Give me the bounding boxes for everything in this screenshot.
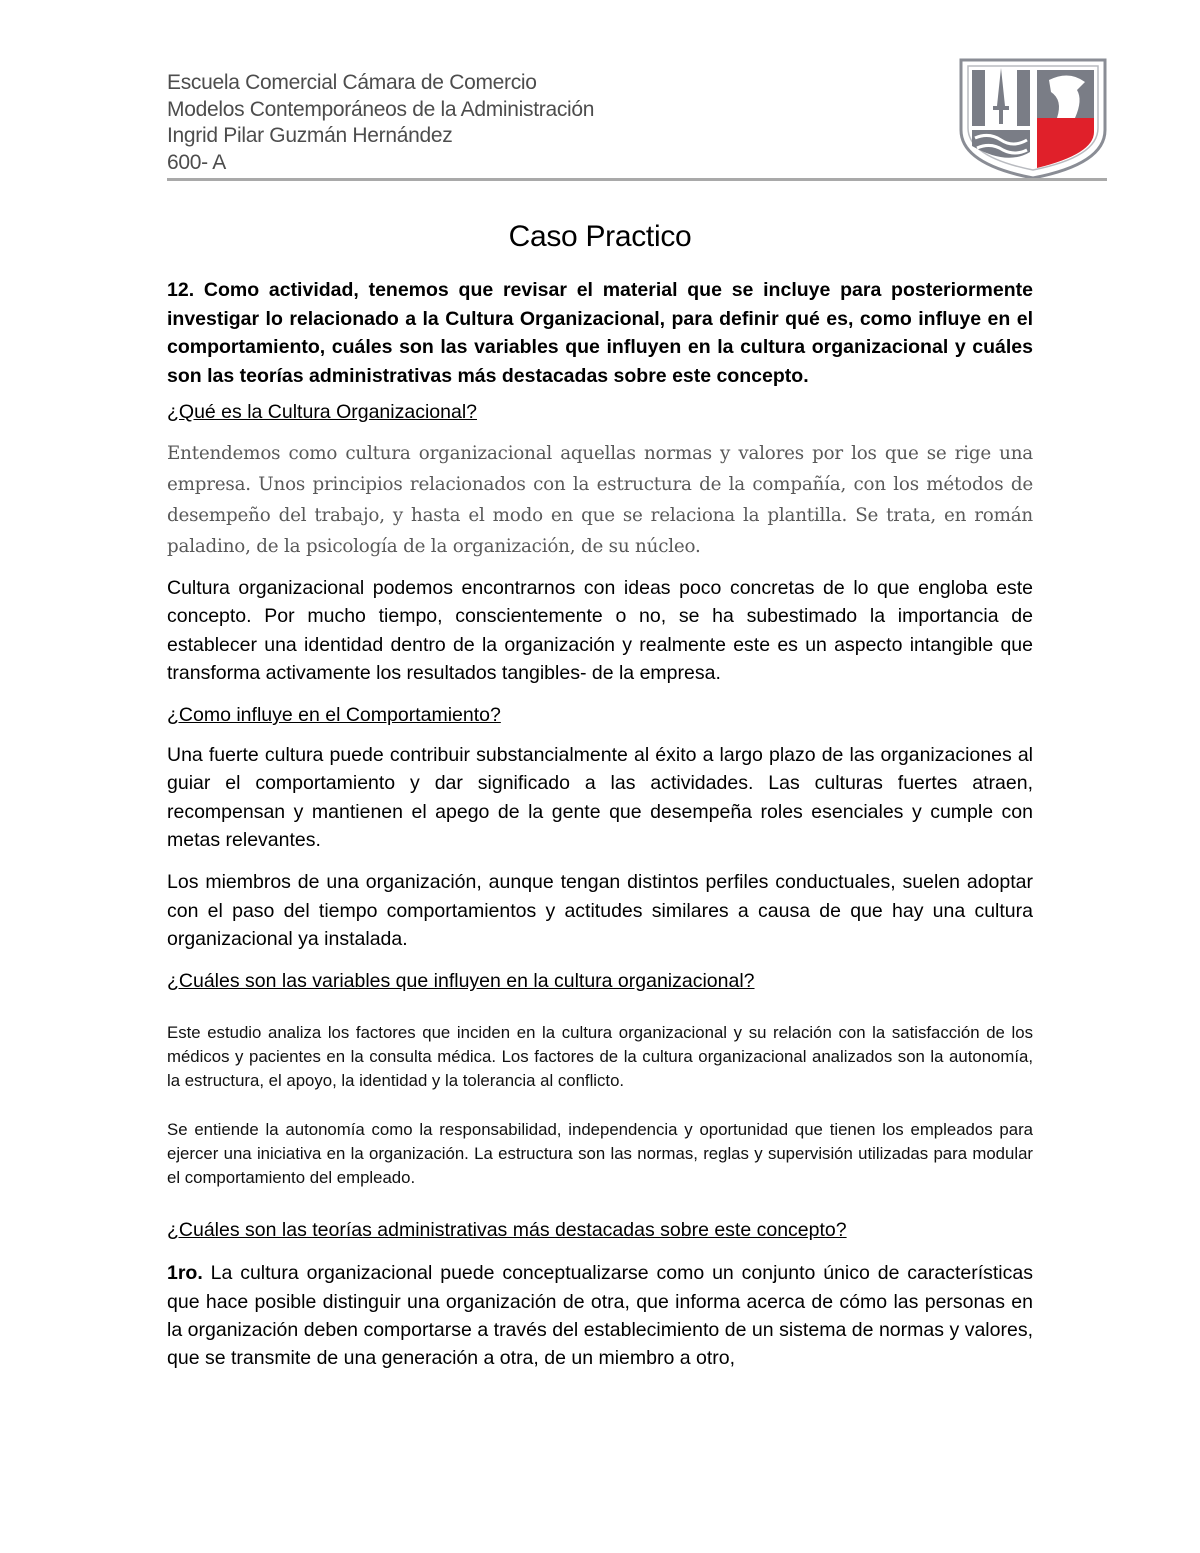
body-paragraph: 1ro. La cultura organizacional puede conceptualizarse como un conjunto único de características que hace posible distinguir una organización de otra, que informa acerca de cómo las personas en la organización deben comportarse a través del establecimiento de un sistema de normas y valores, que se transmite de una generación a otra, de un miembro a otro,: [167, 1262, 1033, 1370]
question-heading: ¿Como influye en el Comportamiento?: [167, 704, 501, 727]
document-header: [167, 70, 1107, 182]
body-paragraph: Los miembros de una organización, aunque tengan distintos perfiles conductuales, suelen adoptar con el paso del tiempo comportamientos y actitudes similares a causa de que hay una cultura organizacional ya instalada.: [167, 871, 1033, 950]
body-paragraph: Cultura organizacional podemos encontrarnos con ideas poco concretas de lo que engloba este concepto. Por mucho tiempo, conscientemente o no, se ha subestimado la importancia de establecer una identidad dentro de la organización y realmente este es un aspecto intangible que transforma activamente los resultados tangibles- de la empresa.: [167, 577, 1033, 684]
question-heading: ¿Qué es la Cultura Organizacional?: [167, 401, 477, 423]
body-paragraph: Entendemos como cultura organizacional aquellas normas y valores por los que se rige una empresa. Unos principios relacionados con la estructura de la compañía, con los métodos de desempeño del trabajo, y hasta el modo en que se relaciona la plantilla. Se trata, en román paladino, de la psicología de la organización, de su núcleo.: [167, 443, 1033, 557]
intro-text: Como actividad, tenemos que revisar el material que se incluye para posteriormente investigar lo relacionado a la Cultura Organizacional, para definir qué es, como influye en el comportamiento, cuáles son las variables que influyen en la cultura organizacional y cuáles son las teorías administrativas más destacadas sobre este concepto.: [167, 279, 1033, 387]
intro-paragraph: [167, 276, 1033, 390]
header-text: [167, 70, 594, 176]
student-name: Ingrid Pilar Guzmán Hernández: [167, 124, 453, 147]
question-heading: ¿Cuáles son las variables que influyen en la cultura organizacional?: [167, 970, 755, 993]
body-paragraph: Este estudio analiza los factores que inciden en la cultura organizacional y su relación con la satisfacción de los médicos y pacientes en la consulta médica. Los factores de la cultura organizacional analizados son la autonomía, la estructura, el apoyo, la identidad y la tolerancia al conflicto.: [167, 1023, 1033, 1091]
numbered-lead: 1ro.: [167, 1262, 203, 1285]
page-title: Caso Practico: [508, 220, 692, 253]
question-heading: ¿Cuáles son las teorías administrativas más destacadas sobre este concepto?: [167, 1219, 847, 1242]
document-body: [167, 276, 1033, 1372]
school-name: Escuela Comercial Cámara de Comercio: [167, 71, 537, 94]
header-rule: [167, 178, 1107, 181]
school-crest-logo: [957, 56, 1109, 180]
group-code: 600- A: [167, 150, 226, 174]
course-name: Modelos Contemporáneos de la Administración: [167, 97, 595, 121]
body-paragraph: Se entiende la autonomía como la responsabilidad, independencia y oportunidad que tienen los empleados para ejercer una iniciativa en la organización. La estructura son las normas, reglas y supervisión utilizadas para modular el comportamiento del empleado.: [167, 1120, 1033, 1188]
body-paragraph: Una fuerte cultura puede contribuir substancialmente al éxito a largo plazo de las organizaciones al guiar el comportamiento y dar significado a las actividades. Las culturas fuertes atraen, recompensan y mantienen el apego de la gente que desempeña roles esenciales y cumple con metas relevantes.: [167, 744, 1033, 852]
intro-number: 12.: [167, 279, 195, 301]
